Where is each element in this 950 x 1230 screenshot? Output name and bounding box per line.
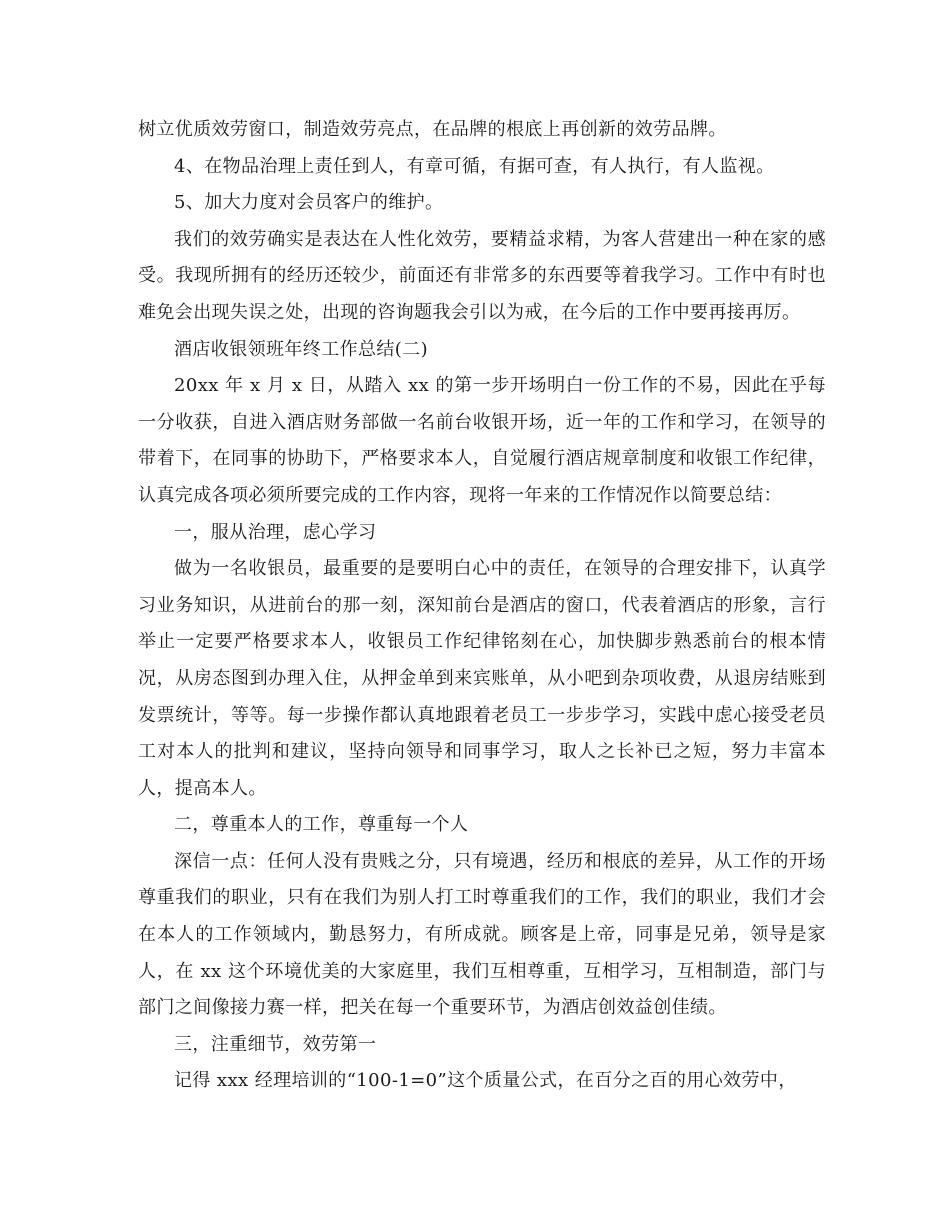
heading-section-1: 一，服从治理，虑心学习 — [174, 521, 377, 543]
paragraph-closing-remarks: 我们的效劳确实是表达在人性化效劳，要精益求精，为客人营建出一种在家的感受。我现所拥有的经历还较少，前面还有非常多的东西要等着我学习。工作中有时也难免会出现失误之处，出现的咨询题我会引以为戒，在今后的工作中要再接再厉。 — [138, 228, 826, 323]
paragraph-section-3: 记得 xxx 经理培训的“100-1=0”这个质量公式，在百分之百的用心效劳中， — [174, 1070, 797, 1092]
paragraph-section-2: 深信一点：任何人没有贵贱之分，只有境遇，经历和根底的差异，从工作的开场尊重我们的职业，只有在我们为别人打工时尊重我们的工作，我们的职业，我们才会在本人的工作领域内，勤恳努力，有所成就。顾客是上帝，同事是兄弟，领导是家人，在 xx 这个环境优美的大家庭里，我们互相尊重，互相学习，互相制造，部门与部门之间像接力赛一样，把关在每一个重要环节，为酒店创效益创佳绩。 — [138, 850, 826, 1019]
paragraph-section-1: 做为一名收银员，最重要的是要明白心中的责任，在领导的合理安排下，认真学习业务知识，从进前台的那一刻，深知前台是酒店的窗口，代表着酒店的形象，言行举止一定要严格要求本人，收银员工作纪律铭刻在心，加快脚步熟悉前台的根本情况，从房态图到办理入住，从押金单到来宾账单，从小吧到杂项收费，从退房结账到发票统计，等等。每一步操作都认真地跟着老员工一步步学习，实践中虑心接受老员工对本人的批判和建议，坚持向领导和同事学习，取人之长补已之短，努力丰富本人，提高本人。 — [138, 558, 826, 799]
list-item-4: 4、在物品治理上责任到人，有章可循，有据可查，有人执行，有人监视。 — [174, 155, 775, 177]
document-page — [138, 112, 826, 1100]
heading-section-2: 二，尊重本人的工作，尊重每一个人 — [174, 814, 469, 836]
heading-section-3: 三，注重细节，效劳第一 — [174, 1033, 377, 1055]
paragraph-intro: 20xx 年 x 月 x 日，从踏入 xx 的第一步开场明白一份工作的不易，因此在乎每一分收获，自进入酒店财务部做一名前台收银开场，近一年的工作和学习，在领导的带着下，在同事的协助下，严格要求本人，自觉履行酒店规章制度和收银工作纪律，认真完成各项必须所要完成的工作内容，现将一年来的工作情况作以简要总结： — [138, 375, 826, 506]
paragraph-continuation: 树立优质效劳窗口，制造效劳亮点，在品牌的根底上再创新的效劳品牌。 — [138, 119, 727, 140]
list-item-5: 5、加大力度对会员客户的维护。 — [174, 192, 444, 214]
section-title: 酒店收银领班年终工作总结(二) — [174, 338, 429, 360]
